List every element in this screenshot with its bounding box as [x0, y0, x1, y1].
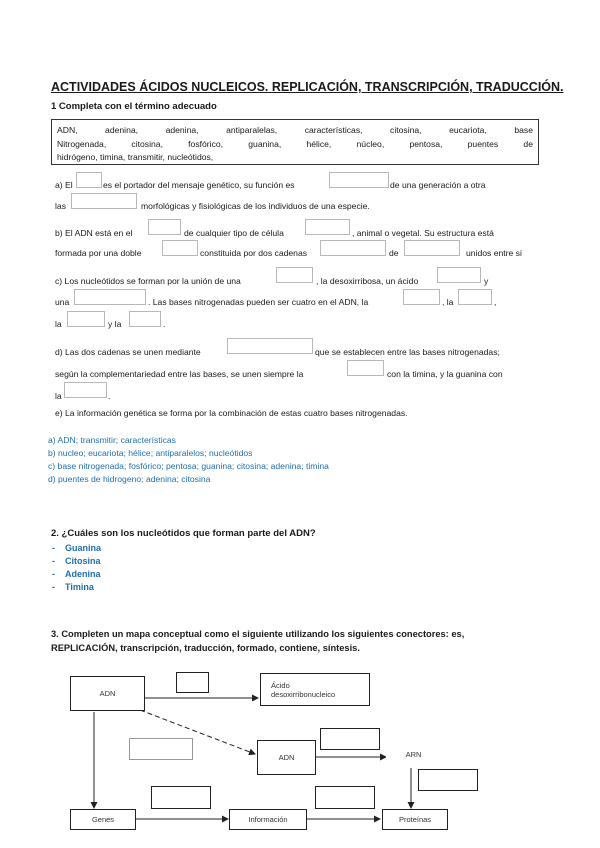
word-bank-line: Nitrogenada, citosina, fosfórico, guanina, hélice, núcleo, pentosa, puentes de [57, 138, 533, 149]
question-d-text: que se establecen entre las bases nitrogenadas; [315, 347, 500, 357]
question-a-text: de una generación a otra [390, 180, 486, 190]
page-title: ACTIVIDADES ÁCIDOS NUCLEICOS. REPLICACIÓN, TRANSCRIPCIÓN, TRADUCCIÓN. [51, 80, 564, 94]
node-adn-mid: ADN [257, 740, 316, 775]
question-b-text: de [389, 248, 399, 258]
question-d-text: d) Las dos cadenas se unen mediante [55, 347, 201, 357]
question-c-text: , la desoxirribosa, un ácido [316, 276, 419, 286]
question-c-text: , la [442, 297, 454, 307]
word-bank-line: ADN, adenina, adenina, antiparalelas, características, citosina, eucariota, base [57, 125, 533, 135]
question-c-text: c) Los nucleótidos se forman por la unión de una [55, 276, 241, 286]
section3-heading-line: 3. Completen un mapa conceptual como el siguiente utilizando los siguientes conectores: es, [51, 629, 465, 639]
node-arn: ARN [386, 741, 441, 768]
question-b-text: , animal o vegetal. Su estructura está [352, 228, 494, 238]
list-item: - Timina [52, 582, 94, 592]
answer-line: d) puentes de hidrogeno; adenina; citosina [48, 474, 211, 484]
question-c-text: la [55, 319, 62, 329]
node-acido-line: Ácido [271, 680, 290, 690]
question-a-text: es el portador del mensaje genético, su función es [103, 180, 295, 190]
question-b-text: b) El ADN está en el [55, 228, 133, 238]
question-b-text: formada por una doble [55, 248, 142, 258]
section3-heading-line: REPLICACIÓN, transcripción, traducción, formado, contiene, síntesis. [51, 643, 360, 653]
question-a-text: a) El [55, 180, 73, 190]
node-acido [260, 673, 370, 706]
connector-blank[interactable] [129, 738, 193, 760]
section1-heading: 1 Completa con el término adecuado [51, 101, 217, 112]
question-d-text: la [55, 391, 62, 401]
connector-blank[interactable] [176, 672, 209, 693]
list-item-label: Guanina [65, 543, 102, 553]
list-item-label: Adenina [65, 569, 101, 579]
question-c-text: , [494, 297, 497, 307]
list-item: - Guanina [52, 543, 102, 553]
list-item: - Citosina [52, 556, 101, 566]
connector-blank[interactable] [320, 728, 380, 750]
list-item-label: Citosina [65, 556, 101, 566]
list-item-label: Timina [65, 582, 94, 592]
question-b-text: de cualquier tipo de célula [184, 228, 284, 238]
question-d-text: con la timina, y la guanina con [387, 369, 503, 379]
node-proteinas: Proteínas [382, 809, 448, 830]
question-a-text: las [55, 201, 66, 211]
connector-blank[interactable] [315, 786, 375, 809]
connector-blank[interactable] [418, 769, 478, 791]
connector-blank[interactable] [151, 786, 211, 809]
question-c-text: una [55, 297, 70, 307]
node-adn: ADN [70, 676, 145, 711]
node-informacion: Información [229, 809, 307, 830]
question-e-text: e) La información genética se forma por la combinación de estas cuatro bases nitrogenadas. [55, 408, 408, 418]
node-acido-line: desoxirribonucleico [271, 689, 336, 699]
question-c-text: . [163, 319, 166, 329]
question-b-text: unidos entre si [466, 248, 522, 258]
question-c-text: y [484, 276, 489, 286]
question-d-text: según la complementariedad entre las bases, se unen siempre la [55, 369, 304, 379]
question-b-text: constituida por dos cadenas [200, 248, 308, 258]
word-bank-line: hidrógeno, timina, transmitir, nucleótidos, [57, 152, 214, 162]
answer-line: c) base nitrogenada; fosfórico; pentosa; guanina; citosina; adenina; timina [48, 461, 329, 471]
answer-line: a) ADN; transmitir; características [48, 435, 176, 445]
question-c-text: . Las bases nitrogenadas pueden ser cuatro en el ADN, la [148, 297, 369, 307]
section2-heading: 2. ¿Cuáles son los nucleótidos que forman parte del ADN? [51, 528, 316, 539]
list-item: - Adenina [52, 569, 101, 579]
question-d-text: . [108, 391, 111, 401]
answer-line: b) nucleo; eucariota; hélice; antiparalelos; nucleótidos [48, 448, 253, 458]
node-genes: Genes [70, 809, 136, 830]
question-a-text: morfológicas y fisiológicas de los individuos de una especie. [141, 201, 370, 211]
question-c-text: y la [108, 319, 122, 329]
